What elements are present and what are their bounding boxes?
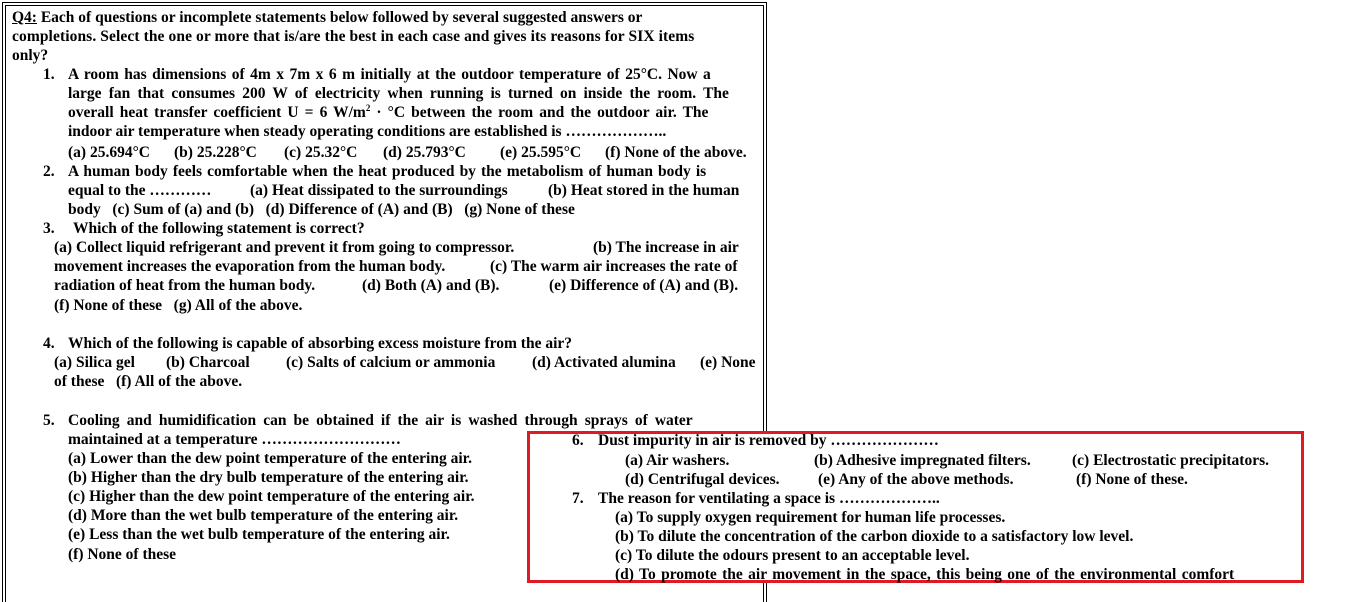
q5-option-a: (a) Lower than the dew point temperature of the entering air. (68, 450, 472, 467)
q7-option-a: (a) To supply oxygen requirement for human life processes. (615, 509, 1006, 526)
q2-line-2c: (b) Heat stored in the human (548, 182, 740, 199)
q5-option-f: (f) None of these (68, 546, 177, 563)
q3-line-1b: (b) The increase in air (593, 239, 739, 256)
q1-line-1: A room has dimensions of 4m x 7m x 6 m initially at the outdoor temperature of 25°C. Now a (68, 66, 711, 83)
q1-option-d: (d) 25.793°C (383, 144, 466, 161)
q7-option-b: (b) To dilute the concentration of the carbon dioxide to a satisfactory low level. (615, 528, 1134, 545)
header-line-2: completions. Select the one or more that is/are the best in each case and gives its reasons for SIX items (12, 28, 695, 45)
header-line-3: only? (12, 47, 49, 64)
q6-line-0: Dust impurity in air is removed by ………………… (598, 432, 939, 449)
q2-line-3: body (c) Sum of (a) and (b) (d) Difference of (A) and (B) (g) None of these (68, 201, 575, 218)
header-line-1: Q4: Each of questions or incomplete statements below followed by several suggested answers or (12, 9, 643, 26)
highlight-box (527, 431, 1304, 583)
q7-option-c: (c) To dilute the odours present to an acceptable level. (615, 547, 970, 564)
q4-line-2: of these (f) All of the above. (54, 373, 243, 390)
q6-option-a: (a) Air washers. (625, 452, 730, 469)
q6-option-d: (d) Centrifugal devices. (625, 471, 780, 488)
q3-line-3c: (e) Difference of (A) and (B). (549, 277, 739, 294)
q5-option-e: (e) Less than the wet bulb temperature of the entering air. (68, 526, 450, 543)
q4-option-d: (d) Activated alumina (532, 354, 676, 371)
q6-option-c: (c) Electrostatic precipitators. (1072, 452, 1269, 469)
q5-option-b: (b) Higher than the dry bulb temperature of the entering air. (68, 469, 469, 486)
q7-number: 7. (572, 490, 584, 507)
q4-number: 4. (43, 335, 55, 352)
q4-line-0: Which of the following is capable of absorbing excess moisture from the air? (68, 335, 573, 352)
q1-option-c: (c) 25.32°C (284, 144, 358, 161)
q7-option-d: (d) To promote the air movement in the space, this being one of the environmental comfort (615, 566, 1235, 583)
q6-option-b: (b) Adhesive impregnated filters. (814, 452, 1031, 469)
q4-option-e: (e) None (700, 354, 756, 371)
q6-option-e: (e) Any of the above methods. (818, 471, 1014, 488)
q2-line-2a: equal to the ………… (68, 182, 212, 199)
q4-option-c: (c) Salts of calcium or ammonia (286, 354, 496, 371)
q3-line-1a: (a) Collect liquid refrigerant and prevent it from going to compressor. (54, 239, 515, 256)
q1-number: 1. (43, 66, 55, 83)
q3-line-2a: movement increases the evaporation from the human body. (54, 258, 446, 275)
q3-line-3a: radiation of heat from the human body. (54, 277, 316, 294)
q3-line-3b: (d) Both (A) and (B). (362, 277, 500, 294)
q3-line-4: (f) None of these (g) All of the above. (54, 297, 303, 314)
q4-option-b: (b) Charcoal (166, 354, 250, 371)
q2-line-1: A human body feels comfortable when the heat produced by the metabolism of human body is (68, 163, 707, 180)
q1-option-b: (b) 25.228°C (174, 144, 257, 161)
q2-number: 2. (43, 163, 55, 180)
q2-line-2b: (a) Heat dissipated to the surroundings (250, 182, 508, 199)
q5-option-c: (c) Higher than the dew point temperature of the entering air. (68, 488, 475, 505)
q1-line-4: indoor air temperature when steady operating conditions are established is ……………….. (68, 123, 667, 140)
q7-line-0: The reason for ventilating a space is ……………….. (598, 490, 940, 507)
question-label: Q4: (12, 9, 37, 26)
q4-option-a: (a) Silica gel (54, 354, 135, 371)
q5-line-1: Cooling and humidification can be obtained if the air is washed through sprays of water (68, 412, 693, 429)
q5-option-d: (d) More than the wet bulb temperature of the entering air. (68, 507, 459, 524)
q1-line-2: large fan that consumes 200 W of electricity when running is turned on inside the room. The (68, 85, 729, 102)
q1-option-a: (a) 25.694°C (68, 144, 150, 161)
q3-line-2b: (c) The warm air increases the rate of (490, 258, 738, 275)
q1-option-e: (e) 25.595°C (500, 144, 582, 161)
q6-number: 6. (572, 432, 584, 449)
q3-line-0: Which of the following statement is correct? (73, 220, 365, 237)
q3-number: 3. (43, 220, 55, 237)
q1-option-f: (f) None of the above. (605, 144, 747, 161)
q6-option-f: (f) None of these. (1076, 471, 1188, 488)
q5-line-2: maintained at a temperature ……………………… (68, 431, 401, 448)
q5-number: 5. (43, 412, 55, 429)
q1-line-3: overall heat transfer coefficient U = 6 $W/m^2 \cdot ^\circ C$ between the room and the outdoor air. The (68, 102, 709, 121)
